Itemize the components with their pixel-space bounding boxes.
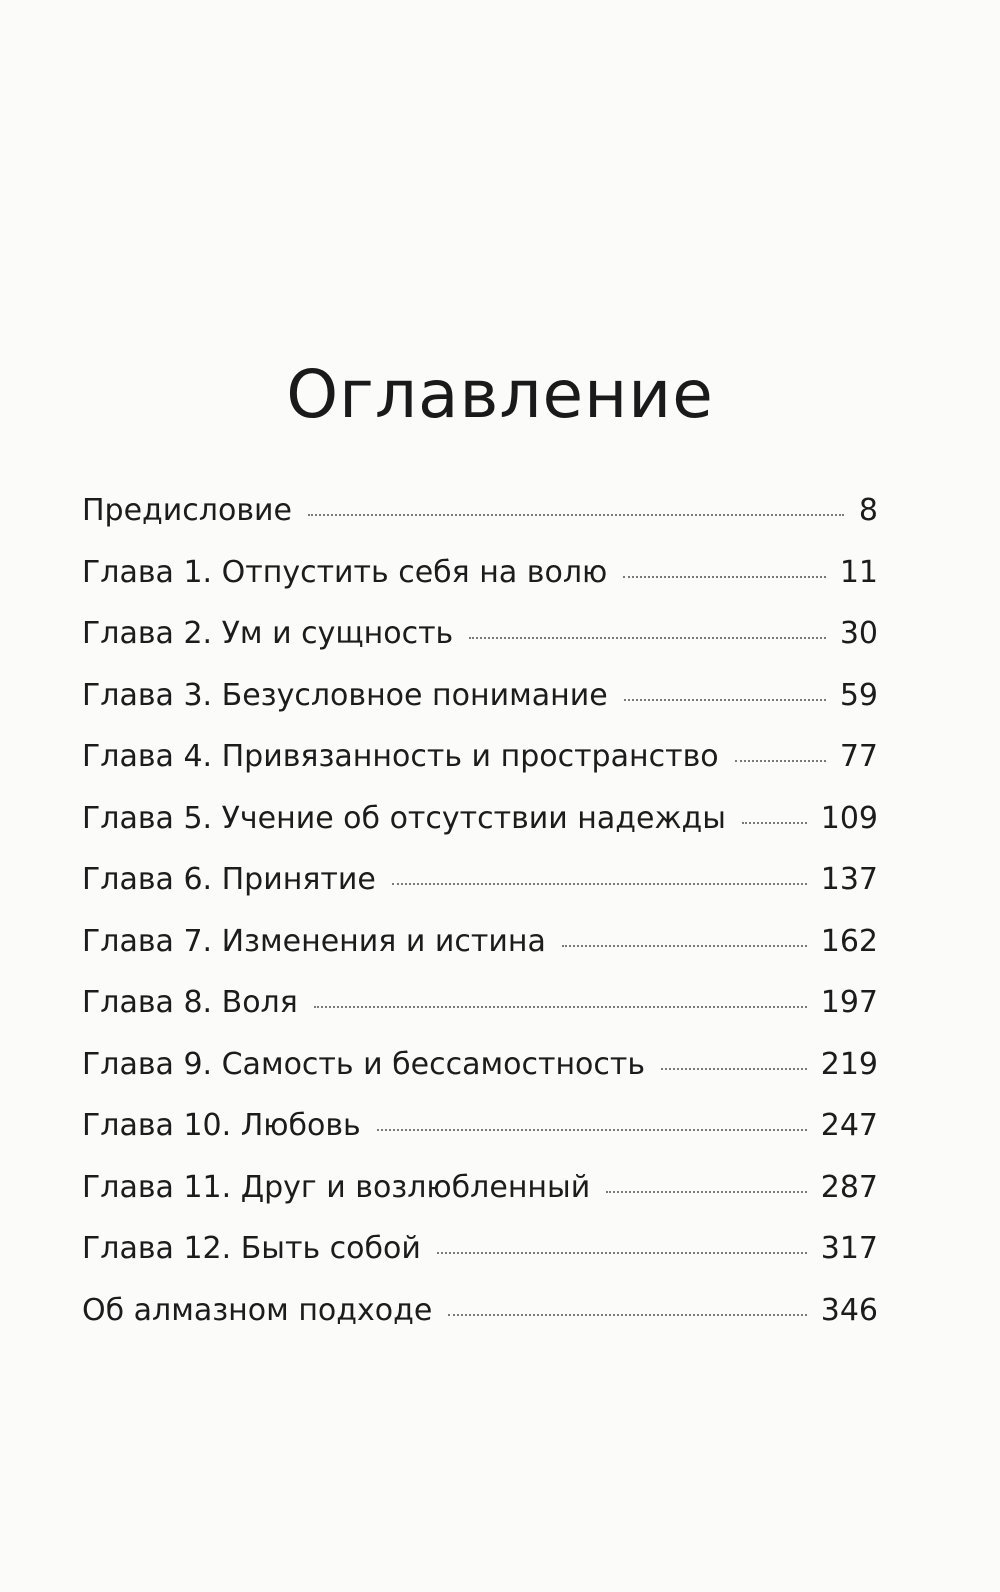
toc-entry-label: Глава 1. Отпустить себя на волю xyxy=(82,554,608,590)
dot-leader xyxy=(735,760,826,762)
toc-entry-preface xyxy=(82,486,878,548)
toc-entry-chapter-9 xyxy=(82,1040,878,1102)
toc-entry-page: 8 xyxy=(858,493,878,528)
toc-entry-label: Глава 10. Любовь xyxy=(82,1108,361,1143)
toc-entry-chapter-4 xyxy=(82,732,878,794)
toc-entry-chapter-2 xyxy=(82,609,878,671)
toc-entry-label: Глава 8. Воля xyxy=(82,985,298,1020)
toc-entry-label: Глава 4. Привязанность и пространство xyxy=(82,739,719,774)
toc-entry-chapter-11 xyxy=(82,1163,878,1225)
toc-entry-page: 137 xyxy=(820,862,878,897)
dot-leader xyxy=(392,883,807,885)
toc-entry-chapter-3 xyxy=(82,671,878,733)
toc-entry-about xyxy=(82,1286,878,1348)
dot-leader xyxy=(661,1068,807,1070)
toc-entry-page: 219 xyxy=(820,1046,878,1082)
dot-leader xyxy=(606,1191,807,1193)
toc-entry-page: 11 xyxy=(839,554,878,590)
dot-leader xyxy=(308,514,844,516)
page-title: Оглавление xyxy=(286,356,714,433)
toc-entry-page: 109 xyxy=(820,800,878,836)
toc-entry-label: Глава 2. Ум и сущность xyxy=(82,616,454,651)
toc-entry-page: 30 xyxy=(839,616,878,651)
toc-entry-chapter-10 xyxy=(82,1101,878,1163)
toc-entry-label: Предисловие xyxy=(82,493,292,528)
dot-leader xyxy=(562,945,807,947)
toc-entry-label: Глава 7. Изменения и истина xyxy=(82,923,546,959)
dot-leader xyxy=(623,576,826,578)
toc-entry-page: 197 xyxy=(820,985,878,1020)
toc-entry-chapter-12 xyxy=(82,1224,878,1286)
toc-entry-chapter-6 xyxy=(82,855,878,917)
toc-entry-label: Глава 6. Принятие xyxy=(82,862,376,897)
toc-entry-page: 162 xyxy=(820,923,878,959)
toc-entry-label: Глава 3. Безусловное понимание xyxy=(82,677,608,713)
dot-leader xyxy=(437,1252,807,1254)
toc-entry-chapter-1 xyxy=(82,548,878,610)
dot-leader xyxy=(377,1129,807,1131)
toc-entry-chapter-8 xyxy=(82,978,878,1040)
dot-leader xyxy=(448,1314,806,1316)
toc-entry-label: Глава 12. Быть собой xyxy=(82,1231,421,1266)
toc-entry-label: Глава 5. Учение об отсутствии надежды xyxy=(82,800,726,836)
dot-leader xyxy=(742,822,807,824)
toc-entry-page: 247 xyxy=(820,1108,878,1143)
toc-entry-page: 317 xyxy=(820,1231,878,1266)
toc-entry-page: 77 xyxy=(839,739,878,774)
dot-leader xyxy=(624,699,826,701)
toc-entry-label: Глава 9. Самость и бессамостность xyxy=(82,1046,646,1082)
toc-entry-chapter-7 xyxy=(82,917,878,979)
toc-entry-chapter-5 xyxy=(82,794,878,856)
toc-entry-page: 59 xyxy=(839,677,878,713)
toc-entry-page: 287 xyxy=(820,1169,878,1205)
toc-entry-label: Об алмазном подходе xyxy=(82,1292,433,1328)
dot-leader xyxy=(314,1006,807,1008)
dot-leader xyxy=(469,637,826,639)
table-of-contents xyxy=(82,486,878,1347)
toc-entry-page: 346 xyxy=(820,1292,878,1328)
toc-entry-label: Глава 11. Друг и возлюбленный xyxy=(82,1169,591,1205)
